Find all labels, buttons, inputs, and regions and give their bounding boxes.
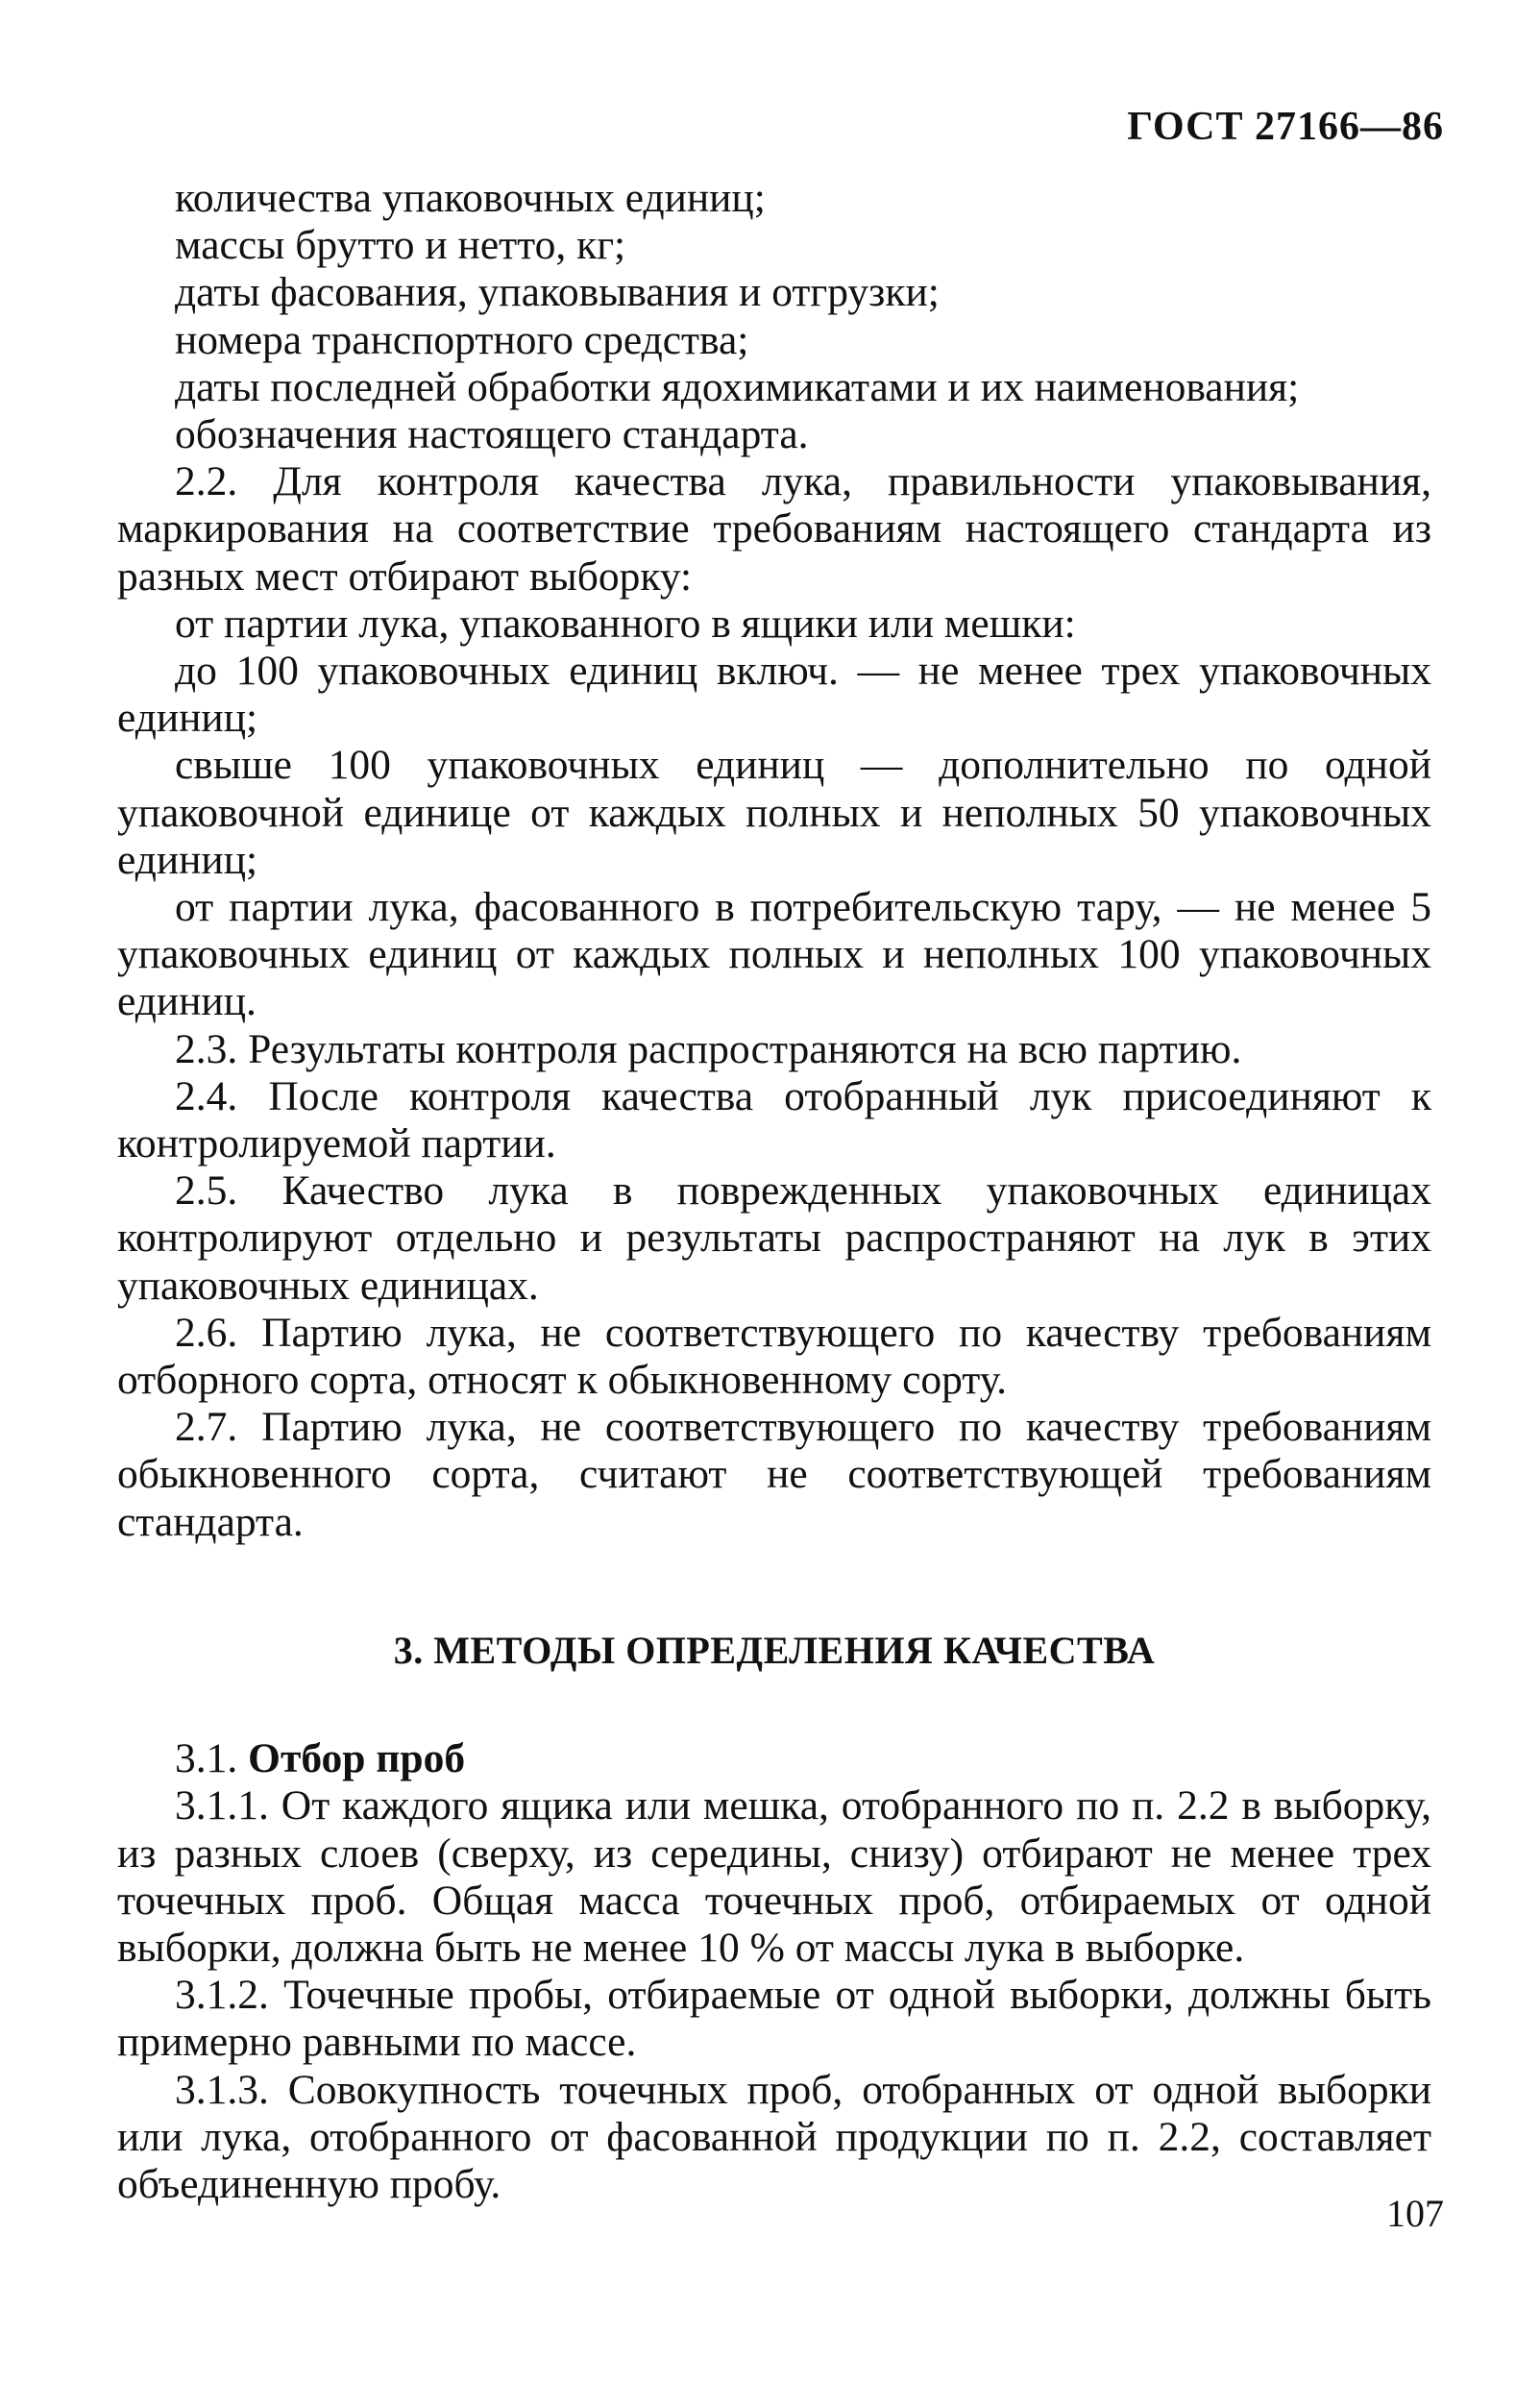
paragraph-2-4: 2.4. После контроля качества отобранный лук присоединяют к контролируемой партии. bbox=[117, 1072, 1431, 1167]
list-item: номера транспортного средства; bbox=[175, 316, 749, 363]
paragraph-2-3: 2.3. Результаты контроля распространяются на всю партию. bbox=[175, 1025, 1242, 1072]
list-item: количества упаковочных единиц; bbox=[175, 175, 766, 221]
paragraph: свыше 100 упаковочных единиц — дополнительно по одной упаковочной единице от каждых полных и неполных 50 упаковочных единиц; bbox=[117, 742, 1431, 883]
paragraph-3-1-2: 3.1.2. Точечные пробы, отбираемые от одной выборки, должны быть примерно равными по массе. bbox=[117, 1972, 1431, 2066]
list-item: даты фасования, упаковывания и отгрузки; bbox=[175, 269, 940, 316]
page-number: 107 bbox=[1386, 2192, 1444, 2235]
subsection-title: Отбор проб bbox=[248, 1735, 466, 1782]
paragraph-2-6: 2.6. Партию лука, не соответствующего по качеству требованиям отборного сорта, относят к обыкновенному сорту. bbox=[117, 1309, 1431, 1404]
paragraph-2-5: 2.5. Качество лука в поврежденных упаковочных единицах контролируют отдельно и результаты распространяют на лук в этих упаковочных единицах. bbox=[117, 1167, 1431, 1309]
paragraph-3-1-3: 3.1.3. Совокупность точечных проб, отобранных от одной выборки или лука, отобранного от фасованной продукции по п. 2.2, составляет объединенную пробу. bbox=[117, 2066, 1431, 2207]
document-header: ГОСТ 27166—86 bbox=[1127, 105, 1444, 149]
list-item: обозначения настоящего стандарта. bbox=[175, 411, 809, 458]
paragraph-2-7: 2.7. Партию лука, не соответствующего по качеству требованиям обыкновенного сорта, считают не соответствующей требованиям стандарта. bbox=[117, 1404, 1431, 1545]
subsection-number: 3.1. bbox=[175, 1735, 238, 1782]
list-item: даты последней обработки ядохимикатами и их наименования; bbox=[175, 363, 1300, 410]
paragraph-2-2: 2.2. Для контроля качества лука, правильности упаковывания, маркирования на соответствие требованиям настоящего стандарта из разных мест отбирают выборку: bbox=[117, 458, 1431, 600]
paragraph: от партии лука, фасованного в потребительскую тару, — не менее 5 упаковочных единиц от каждых полных и неполных 100 упаковочных единиц. bbox=[117, 884, 1431, 1025]
page-body bbox=[117, 175, 1431, 2208]
subsection-heading bbox=[117, 1735, 1431, 1782]
section-heading: 3. МЕТОДЫ ОПРЕДЕЛЕНИЯ КАЧЕСТВА bbox=[393, 1628, 1156, 1672]
paragraph: до 100 упаковочных единиц включ. — не менее трех упаковочных единиц; bbox=[117, 648, 1431, 742]
paragraph: от партии лука, упакованного в ящики или мешки: bbox=[175, 600, 1076, 647]
paragraph-3-1-1: 3.1.1. От каждого ящика или мешка, отобранного по п. 2.2 в выборку, из разных слоев (сверху, из середины, снизу) отбирают не менее трех точечных проб. Общая масса точечных проб, отбираемых от одной выборки, должна быть не менее 10 % от массы лука в выборке. bbox=[117, 1782, 1431, 1971]
list-item: массы брутто и нетто, кг; bbox=[175, 222, 626, 269]
